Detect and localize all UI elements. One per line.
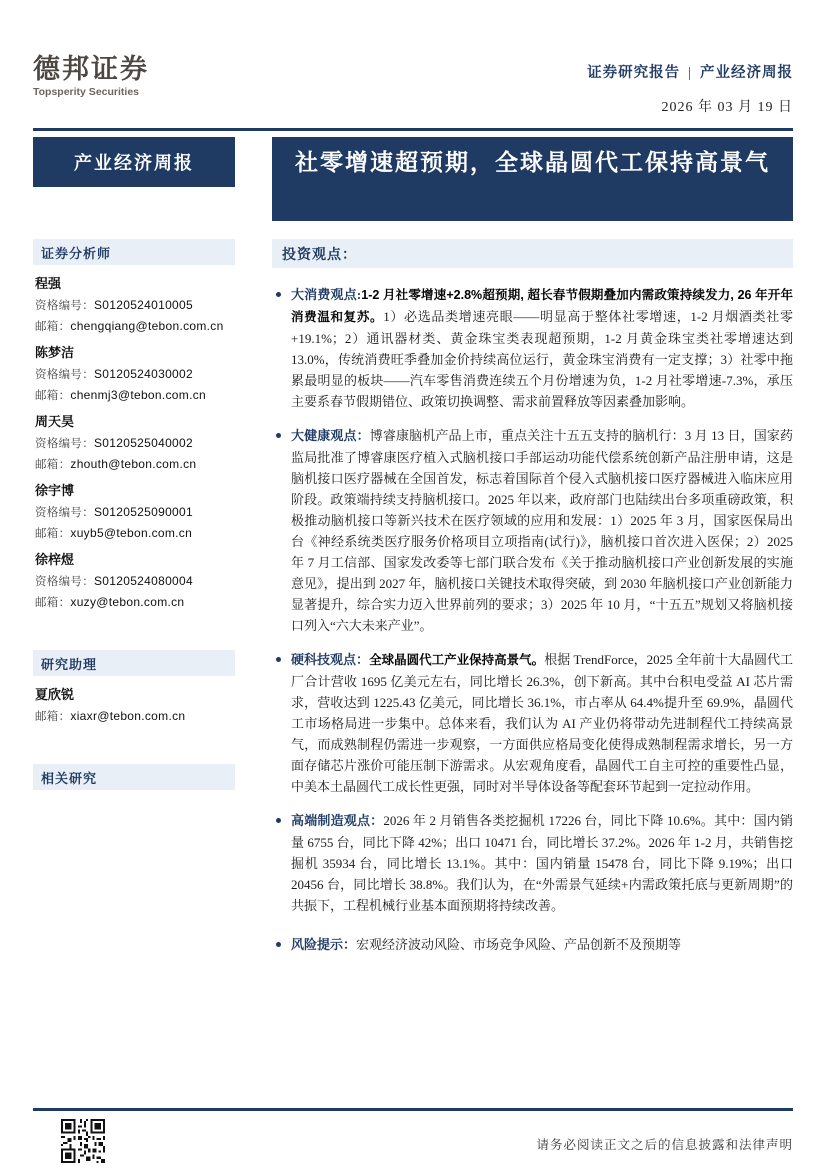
analyst-entry — [33, 273, 235, 334]
report-type-line — [587, 61, 793, 82]
bullet-body: 1）必选品类增速亮眼——明显高于整体社零增速，1-2 月烟酒类社零+19.1%；2）通讯器材类、黄金珠宝类表现超预期，1-2 月黄金珠宝类社零增速达到 13.0%，传统消费旺季叠加金价持续高位运行，黄金珠宝消费有一定支撑；3）社零中拖累最明显的板块——汽车零售消费连续五个月份增速为负，1-2 月社零增速-7.3%，承压主要系春节假期错位、政策切换调整、需求前置释放等因素叠加影响。 — [291, 309, 793, 409]
analyst-email-line — [33, 594, 235, 610]
analyst-cert-line — [33, 573, 235, 589]
cert-label: 资格编号： — [35, 576, 94, 588]
email-value: chenmj3@tebon.com.cn — [70, 388, 206, 402]
email-value: xuzy@tebon.com.cn — [70, 595, 185, 609]
analyst-entry — [33, 480, 235, 541]
bullet-icon — [276, 818, 281, 823]
list-item — [272, 649, 793, 797]
email-label: 邮箱： — [35, 459, 71, 471]
email-value: zhouth@tebon.com.cn — [70, 457, 197, 471]
analyst-entry — [33, 342, 235, 403]
email-value: chengqiang@tebon.com.cn — [70, 319, 224, 333]
footer-divider — [33, 1108, 793, 1111]
assistant-entry — [33, 684, 235, 724]
list-item — [272, 810, 793, 916]
report-meta — [587, 55, 793, 116]
bullet-body: 根据 TrendForce，2025 全年前十大晶圆代工厂合计营收 1695 亿美元左右，同比增长 26.3%，创下新高。其中台积电受益 AI 芯片需求，营收达到 1225.43 亿美元，同比增长 36.1%，市占率从 64.4%提升至 69.9%，晶圆代工市场格局进一步集中。总体来看，我们认为 AI 产业仍将带动先进制程代工持续高景气，而成熟制程仍需进一步观察，一方面供应格局变化使得成熟制程需求增长，另一方面存储芯片涨价可能压制下游需求。从宏观角度看，晶圆代工自主可控的重要性凸显，中美本土晶圆代工成长性更强，同时对半导体设备等配套环节起到一定拉动作用。 — [291, 652, 793, 794]
bullet-list — [272, 284, 793, 956]
series-banner-box: 产业经济周报 — [33, 137, 235, 187]
bullet-text — [291, 810, 793, 916]
bullet-lead: 全球晶圆代工产业保持高景气。 — [369, 653, 545, 667]
bullet-icon — [276, 292, 281, 297]
assistant-section — [33, 650, 235, 724]
bullet-lead: 1-2 月社零增速+2.8%超预期, 超长春节假期叠加内需政策持续发力, 26 年开年消费温和复苏。 — [291, 288, 793, 324]
analyst-entry — [33, 549, 235, 610]
report-title: 社零增速超预期，全球晶圆代工保持高景气 — [272, 137, 793, 221]
analyst-email-line — [33, 318, 235, 334]
analyst-email-line — [33, 387, 235, 403]
banner — [33, 137, 793, 221]
qr-code — [61, 1119, 105, 1163]
bullet-text — [291, 284, 793, 412]
analyst-cert-line — [33, 366, 235, 382]
bullet-text — [291, 425, 793, 636]
email-label: 邮箱： — [35, 390, 71, 402]
bullet-label: 高端制造观点： — [291, 813, 384, 828]
assistant-heading: 研究助理 — [33, 650, 235, 676]
sidebar — [33, 239, 235, 969]
footer-disclaimer: 请务必阅读正文之后的信息披露和法律声明 — [536, 1138, 793, 1152]
assistant-email-line — [33, 708, 235, 724]
logo-cn-text: 德邦证券 — [33, 54, 149, 84]
analyst-email-line — [33, 456, 235, 472]
analyst-cert-line — [33, 504, 235, 520]
related-research-section — [33, 764, 235, 790]
cert-value: S0120524030002 — [94, 367, 193, 381]
cert-label: 资格编号： — [35, 300, 94, 312]
separator: | — [688, 65, 692, 81]
list-item — [272, 425, 793, 636]
bullet-label: 风险提示： — [291, 937, 357, 952]
bullet-icon — [276, 433, 281, 438]
cert-value: S0120524010005 — [94, 298, 193, 312]
cert-value: S0120525090001 — [94, 505, 193, 519]
page-header — [33, 0, 793, 116]
analyst-name: 周天昊 — [35, 414, 75, 429]
list-item — [272, 934, 793, 956]
list-item — [272, 284, 793, 412]
report-series: 产业经济周报 — [700, 65, 793, 81]
page-footer — [33, 1108, 793, 1163]
analysts-section — [33, 239, 235, 610]
bullet-icon — [276, 657, 281, 662]
analyst-cert-line — [33, 435, 235, 451]
cert-label: 资格编号： — [35, 507, 94, 519]
section-heading: 投资观点： — [272, 239, 793, 268]
email-label: 邮箱： — [35, 711, 71, 723]
analyst-name: 陈梦洁 — [35, 345, 75, 360]
related-research-heading: 相关研究 — [33, 764, 235, 790]
header-divider — [33, 128, 793, 131]
cert-label: 资格编号： — [35, 438, 94, 450]
analyst-name: 徐梓煜 — [35, 552, 75, 567]
email-label: 邮箱： — [35, 528, 71, 540]
report-date: 2026 年 03 月 19 日 — [661, 100, 793, 115]
analysts-heading: 证券分析师 — [33, 239, 235, 265]
bullet-icon — [276, 942, 281, 947]
main-content — [272, 239, 793, 969]
bullet-body: 宏观经济波动风险、市场竞争风险、产品创新不及预期等 — [356, 937, 682, 952]
email-value: xiaxr@tebon.com.cn — [70, 709, 186, 723]
cert-value: S0120524080004 — [94, 574, 193, 588]
logo-en-text: Topsperity Securities — [33, 85, 140, 98]
bullet-text — [291, 649, 793, 797]
analyst-cert-line — [33, 297, 235, 313]
bullet-label: 大健康观点： — [291, 428, 370, 443]
assistant-name: 夏欣锐 — [35, 687, 75, 702]
email-label: 邮箱： — [35, 321, 71, 333]
report-type: 证券研究报告 — [587, 65, 681, 81]
bullet-text — [291, 934, 793, 956]
bullet-body: 博睿康脑机产品上市，重点关注十五五支持的脑机行：3 月 13 日，国家药监局批准了博睿康医疗植入式脑机接口手部运动功能代偿系统创新产品注册申请，这是脑机接口医疗器械在全国首发，标志着国际首个侵入式脑机接口医疗器械进入临床应用阶段。政策端持续支持脑机接口。2025 年以来，政府部门也陆续出台多项重磅政策，积极推动脑机接口等新兴技术在医疗领域的应用和发展：1）2025 年 3 月，国家医保局出台《神经系统类医疗服务价格项目立项指南(试行)》，脑机接口首次进入医保；2）2025 年 7 月工信部、国家发改委等七部门联合发布《关于推动脑机接口产业创新发展的实施意见》，提出到 2027 年，脑机接口关键技术取得突破，到 2030 年脑机接口产业创新能力显著提升，综合实力迈入世界前列的要求；3）2025 年 10 月，“十五五”规划又将脑机接口列入“六大未来产业”。 — [291, 428, 793, 633]
bullet-label: 大消费观点: — [291, 287, 362, 302]
cert-label: 资格编号： — [35, 369, 94, 381]
bullet-body: 2026 年 2 月销售各类挖掘机 17226 台，同比下降 10.6%。其中：国内销量 6755 台，同比下降 42%；出口 10471 台，同比增长 37.2%。2026 年 1-2 月，共销售挖掘机 35934 台，同比增长 13.1%。其中：国内销量 15478 台，同比下降 9.19%；出口 20456 台，同比增长 38.8%。我们认为，在“外需景气延续+内需政策托底与更新周期”的共振下，工程机械行业基本面预期将持续改善。 — [291, 813, 793, 913]
brand-logo — [33, 55, 149, 98]
bullet-label: 硬科技观点： — [291, 652, 370, 667]
analyst-entry — [33, 411, 235, 472]
email-label: 邮箱： — [35, 597, 71, 609]
email-value: xuyb5@tebon.com.cn — [70, 526, 193, 540]
cert-value: S0120525040002 — [94, 436, 193, 450]
analyst-name: 徐宇博 — [35, 483, 75, 498]
analyst-email-line — [33, 525, 235, 541]
analyst-name: 程强 — [35, 276, 62, 291]
